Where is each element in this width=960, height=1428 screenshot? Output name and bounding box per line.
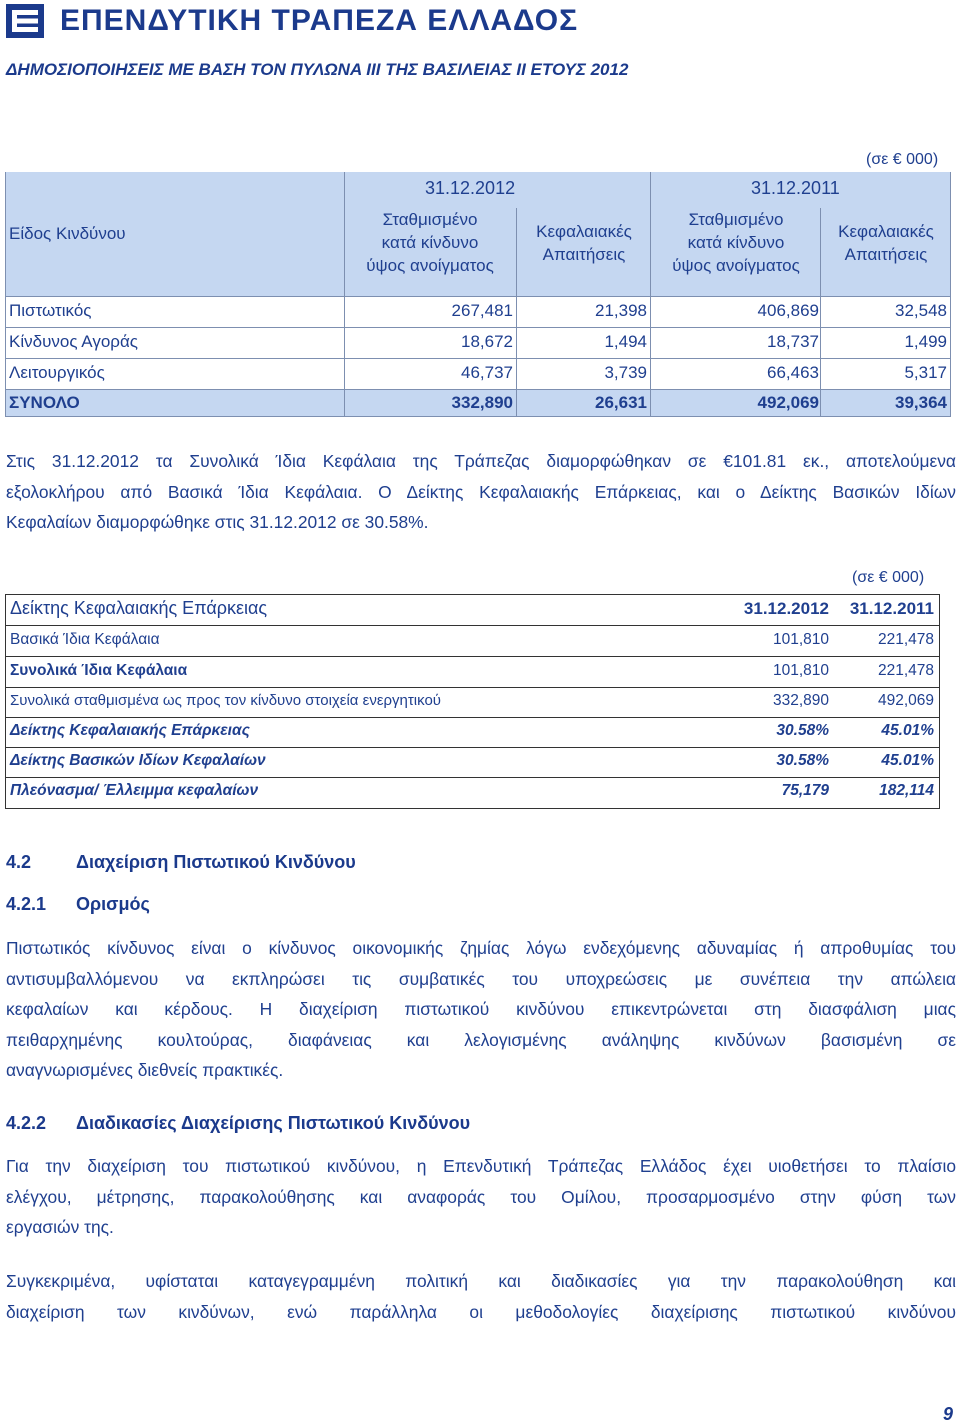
policy-paragraph: Συγκεκριμένα, υφίσταται καταγεγραμμένη πολιτική και διαδικασίες για την παρακολούθηση και διαχείριση των κινδύνων, ενώ παράλληλα οι μεθοδολογίες διαχείρισης πιστωτικού κινδύνου — [6, 1271, 956, 1322]
brand-header — [6, 2, 578, 40]
year-2012: 31.12.2012 — [425, 178, 516, 198]
table2-title: Δείκτης Κεφαλαιακής Επάρκειας — [10, 598, 268, 618]
page-number: 9 — [943, 1404, 954, 1424]
table-row: Βασικά Ίδια Κεφάλαια 101,810 221,478 — [10, 631, 934, 648]
col-capreq-2011: Κεφαλαιακές Απαιτήσεις — [838, 222, 934, 264]
table-row: Πλεόνασμα/ Έλλειμμα κεφαλαίων 75,179 182,114 — [10, 782, 934, 799]
table-header-row: Δείκτης Κεφαλαιακής Επάρκειας 31.12.2012 31.12.2011 — [10, 598, 934, 618]
section-number-4-2: 4.2 — [6, 852, 32, 872]
procedures-paragraph: Για την διαχείριση του πιστωτικού κινδύνου, η Επενδυτική Τράπεζας Ελλάδος έχει υιοθετήσει το πλαίσιο ελέγχου, μέτρησης, παρακολούθησης και αναφοράς του Ομίλου, προσαρμοσμένο στην φύση των εργασιών της. — [6, 1156, 956, 1237]
table-row: Δείκτης Κεφαλαιακής Επάρκειας 30.58% 45.01% — [10, 722, 934, 739]
table2-unit: (σε € 000) — [852, 569, 925, 586]
section-number-4-2-2: 4.2.2 — [6, 1113, 47, 1133]
capital-adequacy-table — [5, 594, 940, 809]
document-subtitle: ΔΗΜΟΣΙΟΠΟΙΗΣΕΙΣ ΜΕ ΒΑΣΗ ΤΟΝ ΠΥΛΩΝΑ ΙΙΙ ΤΗΣ ΒΑΣΙΛΕΙΑΣ ΙΙ ΕΤΟΥΣ 2012 — [6, 60, 629, 79]
col-rwa-2012: Σταθμισμένο κατά κίνδυνο ύψος ανοίγματος — [366, 210, 494, 275]
year-2011: 31.12.2011 — [751, 178, 840, 198]
bank-name: ΕΠΕΝΔΥΤΙΚΗ ΤΡΑΠΕΖΑ ΕΛΛΑΔΟΣ — [60, 4, 579, 37]
col-risk-type: Είδος Κινδύνου — [9, 224, 126, 243]
table-row: Λειτουργικός 46,737 3,739 66,463 5,317 — [9, 363, 947, 382]
section-title-4-2-1: Ορισμός — [76, 894, 150, 914]
table-row: Κίνδυνος Αγοράς 18,672 1,494 18,737 1,499 — [9, 332, 947, 351]
risk-capital-table — [5, 172, 951, 416]
table-row: Δείκτης Βασικών Ιδίων Κεφαλαίων 30.58% 45.01% — [10, 752, 934, 769]
capital-summary-paragraph: Στις 31.12.2012 τα Συνολικά Ίδια Κεφάλαια της Τράπεζας διαμορφώθηκαν σε €101.81 εκ., αποτελούμενα εξολοκλήρου από Βασικά Ίδια Κεφάλαια. Ο Δείκτης Κεφαλαιακής Επάρκειας, και ο Δείκτης Βασικών Ιδίων Κεφαλαίων διαμορφώθηκε στις 31.12.2012 σε 30.58%. — [6, 451, 956, 532]
section-title-4-2: Διαχείριση Πιστωτικού Κινδύνου — [76, 852, 356, 872]
table-total-row: ΣΥΝΟΛΟ 332,890 26,631 492,069 39,364 — [5, 389, 951, 417]
col-rwa-2011: Σταθμισμένο κατά κίνδυνο ύψος ανοίγματος — [672, 210, 800, 275]
col-capreq-2012: Κεφαλαιακές Απαιτήσεις — [536, 222, 632, 264]
table1-unit: (σε € 000) — [866, 151, 939, 168]
table-row: Πιστωτικός 267,481 21,398 406,869 32,548 — [9, 301, 947, 320]
table-row: Συνολικά σταθμισμένα ως προς τον κίνδυνο στοιχεία ενεργητικού 332,890 492,069 — [10, 692, 934, 709]
definition-paragraph: Πιστωτικός κίνδυνος είναι ο κίνδυνος οικονομικής ζημίας λόγω ενδεχόμενης αδυναμίας ή απροθυμίας του αντισυμβαλλόμενου να εκπληρώσει τις συμβατικές του υποχρεώσεις με συνέπεια την απώλεια κεφαλαίων και κέρδους. Η διαχείριση πιστωτικού κινδύνου επικεντρώνεται στη διασφάλιση μιας πειθαρχημένης κουλτούρας, διαφάνειας και λελογισμένης ανάληψης κινδύνων βασισμένη σε αναγνωρισμένες διεθνείς πρακτικές. — [6, 938, 956, 1080]
table-row: Συνολικά Ίδια Κεφάλαια 101,810 221,478 — [10, 662, 934, 679]
section-number-4-2-1: 4.2.1 — [6, 894, 47, 914]
section-title-4-2-2: Διαδικασίες Διαχείρισης Πιστωτικού Κινδύνου — [76, 1113, 471, 1133]
bank-logo-icon — [6, 4, 44, 38]
